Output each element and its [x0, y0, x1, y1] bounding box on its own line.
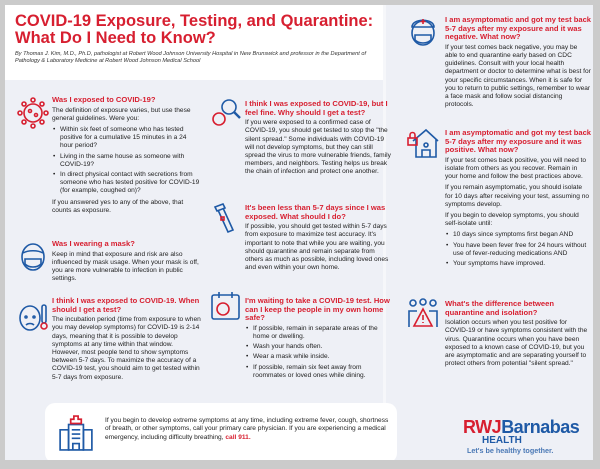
tagline: Let's be healthy together.	[467, 446, 554, 455]
emergency-box	[45, 403, 397, 460]
section-heading: I think I was exposed to COVID-19, but I feel fine. Why should I get a test?	[245, 99, 388, 117]
logo-health: HEALTH	[482, 435, 522, 446]
section-feel-fine	[245, 100, 393, 180]
infographic-page	[5, 5, 593, 460]
people-warning-icon	[407, 297, 439, 329]
list-item: • Living in the same house as someone with COVID-19?	[52, 153, 200, 169]
section-heading: I am asymptomatic and got my test back 5-7 days after my exposure and it was positive. What now?	[445, 128, 592, 155]
list-item: • Wash your hands often.	[245, 343, 393, 351]
virus-magnifier-icon	[209, 97, 241, 129]
section-text: If you were exposed to a confirmed case of COVID-19, you should get tested to stop the "the silent spread." Some individuals with COVID-19 will not develop symptoms, but they can still spread the virus to more vulnerable friends, family members, and neighbors. Testing helps us break the chain of infection and protect one another.	[245, 119, 391, 176]
section-text: The incubation period (time from exposure to when you may develop symptoms) for COVID-19 is 2-14 days, meaning that it is possible to develop symptoms at any time within that window. However, most people tend to show symptoms between 5-7 days. To maximize the accuracy of a COVID-19 test, you should aim to get tested within 5-7 days from exposure.	[52, 316, 201, 381]
test-tube-icon	[209, 203, 241, 235]
byline: By Thomas J. Kim, M.D., Ph.D, pathologist at Robert Wood Johnson University Hospital in New Brunswick and professor in the Department of Pathology & Laboratory Medicine at Robert Wood Johnson Medical School	[15, 51, 366, 64]
list-item: • In direct physical contact with secretions from someone who has tested positive for COVID-19 (for example, coughed on)?	[52, 171, 200, 196]
call-911: call 911.	[225, 433, 251, 441]
sick-face-thermometer-icon	[17, 301, 49, 333]
list-item: • Wear a mask while inside.	[245, 353, 393, 361]
emergency-message: If you begin to develop extreme symptoms at any time, including extreme fever, cough, shortness of breath, or other symptoms, call your primary care physician. If you are experiencing a medical emergency, including difficulty breathing,	[105, 417, 389, 441]
section-mask	[52, 240, 200, 286]
section-heading: Was I wearing a mask?	[52, 239, 135, 248]
emergency-text	[105, 417, 390, 442]
logo-rwj: RWJ	[463, 417, 502, 437]
calendar-virus-icon	[209, 291, 241, 323]
section-text: If you remain asymptomatic, you should isolate for 10 days after receiving your test, assuming no symptoms develop.	[445, 184, 590, 208]
section-when-test	[52, 297, 202, 385]
house-lock-icon	[407, 127, 439, 159]
section-heading: I am asymptomatic and got my test back 5-7 days after my exposure and it was negative. What now?	[445, 15, 592, 42]
section-text: The definition of exposure varies, but use these general guidelines. Were you:	[52, 106, 191, 122]
section-exposed	[52, 96, 200, 218]
section-heading: I'm waiting to take a COVID-19 test. How can I keep the people in my own home safe?	[245, 296, 390, 323]
section-text: If your test comes back negative, you may be able to end quarantine early based on CDC guidelines. Consult with your local health department or doctor to determine what is best for your specific circumstances. When it is safe for you to return to public settings, remember to wear a face mask and follow social distancing protocols.	[445, 43, 591, 109]
virus-icon	[17, 97, 49, 129]
list-item: • 10 days since symptoms first began AND	[445, 231, 591, 239]
bullet-list	[445, 231, 591, 268]
bullet-list	[52, 126, 200, 196]
page-title: COVID-19 Exposure, Testing, and Quarantine: What Do I Need to Know?	[15, 12, 374, 47]
section-heading: I think I was exposed to COVID-19. When should I get a test?	[52, 296, 200, 314]
section-heading: What's the difference between quarantine and isolation?	[445, 299, 554, 317]
list-item: • You have been fever free for 24 hours without use of fever-reducing medications AND	[445, 242, 591, 258]
section-text: If your test comes back positive, you will need to isolate from others as you recover. Remain in your home and follow the best practices above.	[445, 156, 587, 181]
section-difference	[445, 300, 591, 371]
section-text: Isolation occurs when you test positive for COVID-19 or have symptoms consistent with the virus. Quarantine occurs when you have been exposed to a known case of COVID-19, but you are asymptomatic and are separating yourself to protect others from potential "silent spread."	[445, 319, 588, 368]
section-waiting	[245, 297, 393, 383]
rwjbarnabas-logo	[463, 417, 580, 446]
hospital-icon	[59, 415, 93, 451]
section-text: Keep in mind that exposure and risk are also influenced by mask usage. When your mask is off, you are more vulnerable to infection in public settings.	[52, 250, 199, 283]
logo-barnabas: Barnabas	[501, 417, 580, 437]
list-item: • Within six feet of someone who has tested positive for a cumulative 15 minutes in a 24 hour period?	[52, 126, 200, 151]
list-item: • If possible, remain six feet away from roommates or loved ones while dining.	[245, 364, 393, 380]
list-item: • Your symptoms have improved.	[445, 260, 591, 268]
section-less-than	[245, 204, 393, 275]
section-text: If possible, you should get tested within 5-7 days from exposure to maximize test accuracy. It's important to note that while you are waiting, you should quarantine and remain separate from others as much as possible, including loved ones and even within your own home.	[245, 223, 389, 272]
section-negative	[445, 16, 591, 112]
section-positive	[445, 129, 591, 271]
face-mask-icon	[17, 241, 49, 273]
section-text: If you answered yes to any of the above, that counts as exposure.	[52, 198, 184, 214]
section-text: If you begin to develop symptoms, you should self-isolate until:	[445, 212, 579, 228]
bullet-list	[245, 325, 393, 380]
list-item: • If possible, remain in separate areas of the home or dwelling.	[245, 325, 393, 341]
section-heading: Was I exposed to COVID-19?	[52, 95, 156, 104]
nurse-mask-icon	[407, 15, 439, 47]
section-heading: It's been less than 5-7 days since I was exposed. What should I do?	[245, 203, 386, 221]
